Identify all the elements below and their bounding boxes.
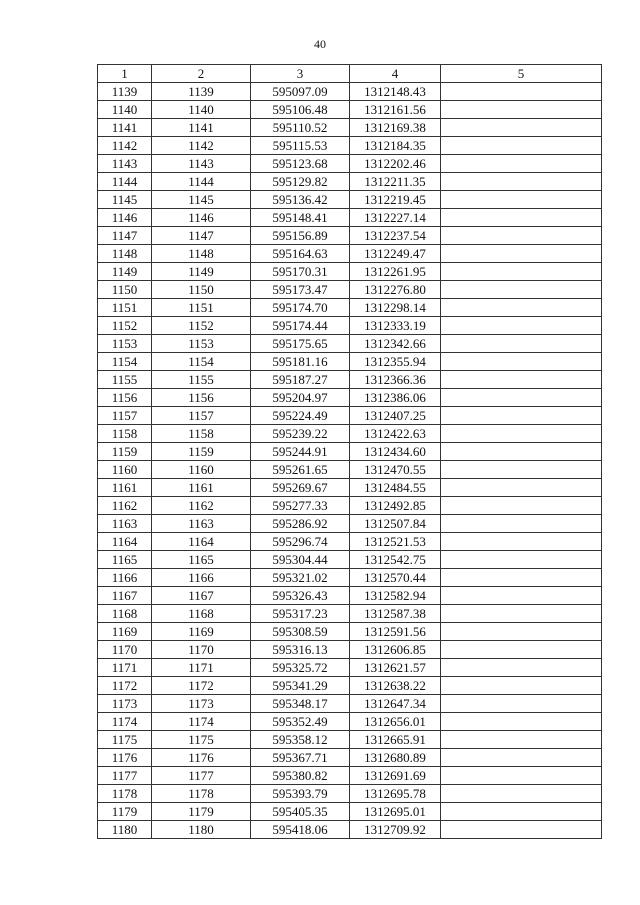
cell-point-id: 1157 — [152, 407, 251, 425]
cell-note — [441, 659, 602, 677]
cell-coord-x: 595204.97 — [251, 389, 350, 407]
cell-point-number: 1178 — [98, 785, 152, 803]
cell-point-id: 1145 — [152, 191, 251, 209]
cell-coord-y: 1312691.69 — [350, 767, 441, 785]
cell-note — [441, 353, 602, 371]
cell-coord-x: 595110.52 — [251, 119, 350, 137]
cell-point-number: 1170 — [98, 641, 152, 659]
cell-note — [441, 623, 602, 641]
table-row — [98, 389, 602, 407]
cell-point-number: 1146 — [98, 209, 152, 227]
cell-point-number: 1147 — [98, 227, 152, 245]
cell-coord-y: 1312434.60 — [350, 443, 441, 461]
cell-point-id: 1161 — [152, 479, 251, 497]
cell-point-id: 1169 — [152, 623, 251, 641]
column-header-5: 5 — [441, 65, 602, 83]
page-number: 40 — [314, 37, 326, 51]
cell-coord-y: 1312202.46 — [350, 155, 441, 173]
table-header — [98, 65, 602, 83]
column-header-2: 2 — [152, 65, 251, 83]
cell-coord-y: 1312298.14 — [350, 299, 441, 317]
table-row — [98, 335, 602, 353]
cell-point-number: 1165 — [98, 551, 152, 569]
cell-note — [441, 173, 602, 191]
cell-coord-x: 595174.70 — [251, 299, 350, 317]
cell-coord-x: 595358.12 — [251, 731, 350, 749]
table-row — [98, 659, 602, 677]
cell-point-number: 1173 — [98, 695, 152, 713]
cell-coord-y: 1312219.45 — [350, 191, 441, 209]
cell-point-number: 1158 — [98, 425, 152, 443]
cell-point-id: 1172 — [152, 677, 251, 695]
cell-coord-y: 1312470.55 — [350, 461, 441, 479]
column-header-3: 3 — [251, 65, 350, 83]
cell-coord-y: 1312161.56 — [350, 101, 441, 119]
cell-point-id: 1180 — [152, 821, 251, 839]
cell-note — [441, 605, 602, 623]
cell-coord-y: 1312422.63 — [350, 425, 441, 443]
cell-coord-y: 1312492.85 — [350, 497, 441, 515]
table-body — [98, 83, 602, 839]
cell-note — [441, 119, 602, 137]
cell-note — [441, 479, 602, 497]
cell-note — [441, 155, 602, 173]
cell-coord-x: 595317.23 — [251, 605, 350, 623]
cell-coord-x: 595097.09 — [251, 83, 350, 101]
cell-point-number: 1160 — [98, 461, 152, 479]
cell-point-id: 1155 — [152, 371, 251, 389]
cell-coord-y: 1312386.06 — [350, 389, 441, 407]
cell-point-id: 1140 — [152, 101, 251, 119]
cell-note — [441, 731, 602, 749]
table-row — [98, 803, 602, 821]
cell-coord-y: 1312606.85 — [350, 641, 441, 659]
cell-point-number: 1169 — [98, 623, 152, 641]
cell-coord-y: 1312169.38 — [350, 119, 441, 137]
cell-note — [441, 281, 602, 299]
cell-note — [441, 83, 602, 101]
cell-coord-x: 595316.13 — [251, 641, 350, 659]
cell-point-number: 1156 — [98, 389, 152, 407]
cell-point-id: 1150 — [152, 281, 251, 299]
cell-note — [441, 227, 602, 245]
cell-point-id: 1170 — [152, 641, 251, 659]
cell-coord-x: 595244.91 — [251, 443, 350, 461]
cell-point-id: 1162 — [152, 497, 251, 515]
cell-note — [441, 425, 602, 443]
cell-point-number: 1166 — [98, 569, 152, 587]
table-row — [98, 281, 602, 299]
cell-coord-x: 595269.67 — [251, 479, 350, 497]
cell-coord-x: 595277.33 — [251, 497, 350, 515]
cell-coord-y: 1312647.34 — [350, 695, 441, 713]
column-header-1: 1 — [98, 65, 152, 83]
table-row — [98, 155, 602, 173]
table-row — [98, 731, 602, 749]
cell-coord-x: 595367.71 — [251, 749, 350, 767]
cell-coord-x: 595418.06 — [251, 821, 350, 839]
cell-point-id: 1166 — [152, 569, 251, 587]
cell-point-number: 1141 — [98, 119, 152, 137]
cell-note — [441, 821, 602, 839]
table-row — [98, 749, 602, 767]
table-row — [98, 713, 602, 731]
cell-point-number: 1168 — [98, 605, 152, 623]
cell-coord-x: 595123.68 — [251, 155, 350, 173]
cell-point-number: 1164 — [98, 533, 152, 551]
cell-point-id: 1148 — [152, 245, 251, 263]
cell-coord-y: 1312276.80 — [350, 281, 441, 299]
cell-point-id: 1143 — [152, 155, 251, 173]
cell-point-id: 1165 — [152, 551, 251, 569]
cell-point-id: 1141 — [152, 119, 251, 137]
table-row — [98, 407, 602, 425]
cell-point-number: 1145 — [98, 191, 152, 209]
cell-note — [441, 803, 602, 821]
cell-note — [441, 497, 602, 515]
cell-note — [441, 713, 602, 731]
cell-point-number: 1139 — [98, 83, 152, 101]
cell-point-id: 1151 — [152, 299, 251, 317]
cell-coord-y: 1312211.35 — [350, 173, 441, 191]
cell-note — [441, 407, 602, 425]
cell-point-number: 1153 — [98, 335, 152, 353]
cell-point-number: 1154 — [98, 353, 152, 371]
table-row — [98, 479, 602, 497]
table-row — [98, 317, 602, 335]
cell-point-id: 1164 — [152, 533, 251, 551]
cell-coord-x: 595304.44 — [251, 551, 350, 569]
cell-note — [441, 533, 602, 551]
cell-point-number: 1157 — [98, 407, 152, 425]
cell-point-id: 1147 — [152, 227, 251, 245]
cell-coord-x: 595181.16 — [251, 353, 350, 371]
cell-coord-y: 1312249.47 — [350, 245, 441, 263]
cell-coord-x: 595348.17 — [251, 695, 350, 713]
cell-coord-y: 1312680.89 — [350, 749, 441, 767]
coordinates-table — [97, 64, 602, 839]
cell-note — [441, 371, 602, 389]
cell-coord-y: 1312507.84 — [350, 515, 441, 533]
cell-point-number: 1149 — [98, 263, 152, 281]
cell-note — [441, 785, 602, 803]
table-row — [98, 461, 602, 479]
cell-coord-x: 595174.44 — [251, 317, 350, 335]
table-row — [98, 605, 602, 623]
cell-coord-y: 1312261.95 — [350, 263, 441, 281]
cell-coord-y: 1312227.14 — [350, 209, 441, 227]
cell-point-number: 1151 — [98, 299, 152, 317]
table-row — [98, 191, 602, 209]
table-row — [98, 695, 602, 713]
table-row — [98, 551, 602, 569]
cell-note — [441, 299, 602, 317]
cell-coord-x: 595308.59 — [251, 623, 350, 641]
cell-point-number: 1176 — [98, 749, 152, 767]
cell-coord-x: 595321.02 — [251, 569, 350, 587]
table-row — [98, 101, 602, 119]
cell-coord-x: 595136.42 — [251, 191, 350, 209]
cell-coord-x: 595239.22 — [251, 425, 350, 443]
cell-coord-x: 595156.89 — [251, 227, 350, 245]
cell-point-id: 1179 — [152, 803, 251, 821]
cell-coord-y: 1312542.75 — [350, 551, 441, 569]
cell-point-number: 1161 — [98, 479, 152, 497]
cell-coord-y: 1312695.78 — [350, 785, 441, 803]
cell-coord-y: 1312333.19 — [350, 317, 441, 335]
cell-coord-y: 1312638.22 — [350, 677, 441, 695]
table-row — [98, 497, 602, 515]
cell-point-number: 1148 — [98, 245, 152, 263]
table-row — [98, 263, 602, 281]
table-row — [98, 515, 602, 533]
cell-note — [441, 677, 602, 695]
cell-coord-y: 1312587.38 — [350, 605, 441, 623]
cell-point-id: 1178 — [152, 785, 251, 803]
cell-coord-x: 595405.35 — [251, 803, 350, 821]
cell-point-id: 1154 — [152, 353, 251, 371]
cell-point-id: 1146 — [152, 209, 251, 227]
cell-point-number: 1180 — [98, 821, 152, 839]
cell-point-id: 1175 — [152, 731, 251, 749]
cell-point-id: 1176 — [152, 749, 251, 767]
cell-coord-x: 595341.29 — [251, 677, 350, 695]
cell-coord-x: 595129.82 — [251, 173, 350, 191]
cell-point-number: 1150 — [98, 281, 152, 299]
table-row — [98, 767, 602, 785]
table-row — [98, 371, 602, 389]
cell-point-id: 1160 — [152, 461, 251, 479]
cell-note — [441, 515, 602, 533]
cell-coord-y: 1312521.53 — [350, 533, 441, 551]
cell-coord-x: 595352.49 — [251, 713, 350, 731]
cell-coord-y: 1312355.94 — [350, 353, 441, 371]
table-row — [98, 173, 602, 191]
cell-point-number: 1175 — [98, 731, 152, 749]
cell-point-id: 1163 — [152, 515, 251, 533]
cell-coord-x: 595173.47 — [251, 281, 350, 299]
cell-coord-y: 1312342.66 — [350, 335, 441, 353]
cell-coord-y: 1312665.91 — [350, 731, 441, 749]
table-row — [98, 533, 602, 551]
cell-coord-y: 1312148.43 — [350, 83, 441, 101]
cell-point-id: 1168 — [152, 605, 251, 623]
cell-point-number: 1155 — [98, 371, 152, 389]
cell-point-id: 1159 — [152, 443, 251, 461]
cell-note — [441, 551, 602, 569]
table-row — [98, 245, 602, 263]
table-row — [98, 209, 602, 227]
column-header-4: 4 — [350, 65, 441, 83]
cell-coord-x: 595148.41 — [251, 209, 350, 227]
cell-point-number: 1143 — [98, 155, 152, 173]
cell-point-id: 1167 — [152, 587, 251, 605]
table-row — [98, 587, 602, 605]
cell-coord-y: 1312484.55 — [350, 479, 441, 497]
table-row — [98, 443, 602, 461]
cell-coord-x: 595175.65 — [251, 335, 350, 353]
cell-note — [441, 587, 602, 605]
cell-coord-y: 1312237.54 — [350, 227, 441, 245]
table-row — [98, 569, 602, 587]
cell-coord-x: 595187.27 — [251, 371, 350, 389]
cell-point-id: 1152 — [152, 317, 251, 335]
cell-note — [441, 191, 602, 209]
cell-note — [441, 389, 602, 407]
cell-point-id: 1158 — [152, 425, 251, 443]
cell-point-number: 1177 — [98, 767, 152, 785]
cell-note — [441, 209, 602, 227]
cell-coord-x: 595326.43 — [251, 587, 350, 605]
cell-point-id: 1142 — [152, 137, 251, 155]
table-row — [98, 137, 602, 155]
cell-point-number: 1179 — [98, 803, 152, 821]
cell-point-number: 1172 — [98, 677, 152, 695]
cell-point-id: 1174 — [152, 713, 251, 731]
cell-point-number: 1144 — [98, 173, 152, 191]
cell-coord-y: 1312656.01 — [350, 713, 441, 731]
cell-note — [441, 641, 602, 659]
cell-coord-x: 595164.63 — [251, 245, 350, 263]
table-row — [98, 425, 602, 443]
cell-coord-y: 1312695.01 — [350, 803, 441, 821]
cell-coord-y: 1312591.56 — [350, 623, 441, 641]
cell-note — [441, 317, 602, 335]
cell-note — [441, 767, 602, 785]
cell-coord-y: 1312582.94 — [350, 587, 441, 605]
cell-point-number: 1163 — [98, 515, 152, 533]
cell-note — [441, 137, 602, 155]
cell-point-number: 1167 — [98, 587, 152, 605]
cell-point-id: 1139 — [152, 83, 251, 101]
cell-coord-y: 1312709.92 — [350, 821, 441, 839]
cell-note — [441, 101, 602, 119]
cell-coord-x: 595106.48 — [251, 101, 350, 119]
cell-point-id: 1149 — [152, 263, 251, 281]
cell-coord-x: 595296.74 — [251, 533, 350, 551]
cell-point-number: 1152 — [98, 317, 152, 335]
cell-point-id: 1144 — [152, 173, 251, 191]
table-row — [98, 821, 602, 839]
cell-note — [441, 461, 602, 479]
cell-coord-x: 595393.79 — [251, 785, 350, 803]
table-row — [98, 353, 602, 371]
table-row — [98, 119, 602, 137]
cell-coord-x: 595325.72 — [251, 659, 350, 677]
table-row — [98, 227, 602, 245]
cell-point-number: 1142 — [98, 137, 152, 155]
table-row — [98, 83, 602, 101]
table-row — [98, 785, 602, 803]
cell-coord-y: 1312184.35 — [350, 137, 441, 155]
cell-coord-y: 1312570.44 — [350, 569, 441, 587]
cell-note — [441, 749, 602, 767]
cell-note — [441, 245, 602, 263]
table-row — [98, 677, 602, 695]
cell-point-id: 1173 — [152, 695, 251, 713]
cell-coord-x: 595170.31 — [251, 263, 350, 281]
cell-note — [441, 443, 602, 461]
table-row — [98, 641, 602, 659]
cell-point-number: 1171 — [98, 659, 152, 677]
cell-point-id: 1153 — [152, 335, 251, 353]
cell-coord-x: 595115.53 — [251, 137, 350, 155]
cell-point-number: 1159 — [98, 443, 152, 461]
cell-point-id: 1177 — [152, 767, 251, 785]
cell-note — [441, 263, 602, 281]
cell-point-id: 1171 — [152, 659, 251, 677]
cell-coord-y: 1312407.25 — [350, 407, 441, 425]
cell-coord-x: 595380.82 — [251, 767, 350, 785]
cell-note — [441, 569, 602, 587]
cell-coord-x: 595261.65 — [251, 461, 350, 479]
cell-coord-y: 1312366.36 — [350, 371, 441, 389]
cell-point-number: 1174 — [98, 713, 152, 731]
cell-note — [441, 335, 602, 353]
cell-point-number: 1140 — [98, 101, 152, 119]
cell-coord-x: 595224.49 — [251, 407, 350, 425]
table-row — [98, 299, 602, 317]
table-row — [98, 623, 602, 641]
cell-note — [441, 695, 602, 713]
header-row — [98, 65, 602, 83]
cell-coord-y: 1312621.57 — [350, 659, 441, 677]
cell-point-id: 1156 — [152, 389, 251, 407]
cell-point-number: 1162 — [98, 497, 152, 515]
cell-coord-x: 595286.92 — [251, 515, 350, 533]
